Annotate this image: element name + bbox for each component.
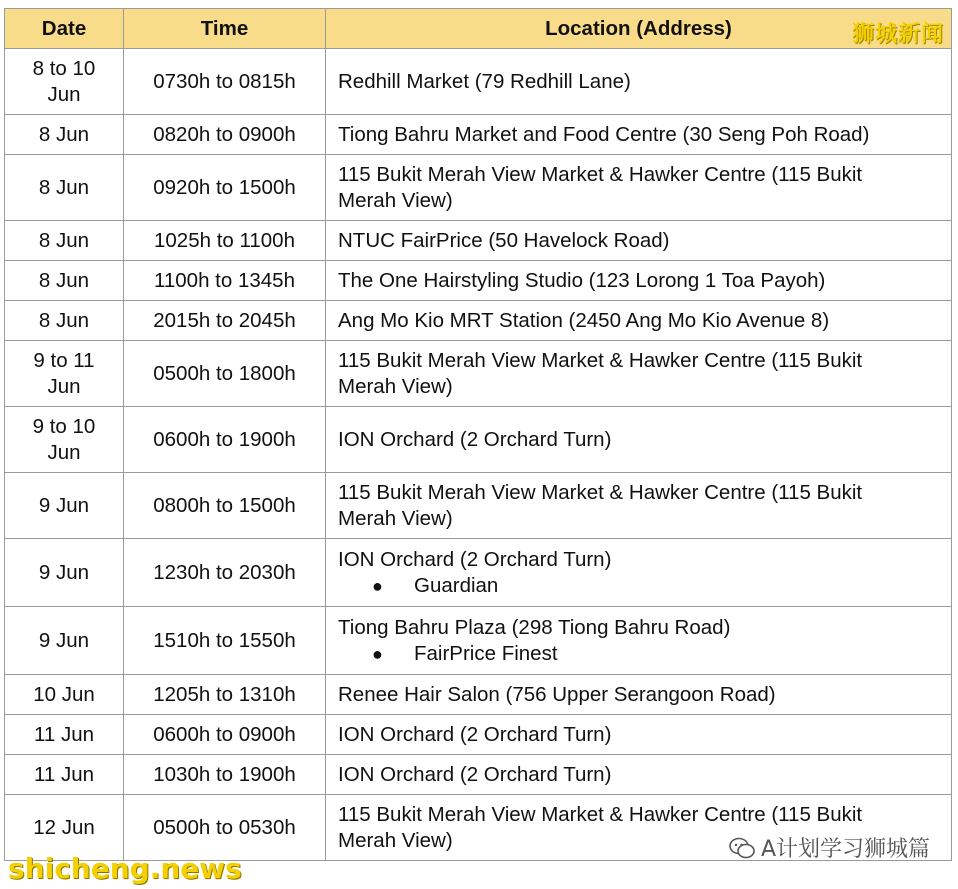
date-text: 9 to 10 <box>32 414 96 438</box>
table-row <box>5 715 952 755</box>
time-cell: 2015h to 2045h <box>124 301 326 341</box>
time-cell: 1025h to 1100h <box>124 221 326 261</box>
location-cell <box>326 221 952 261</box>
time-cell: 1030h to 1900h <box>124 755 326 795</box>
location-text: 115 Bukit Merah View Market & Hawker Centre (115 Bukit <box>338 348 863 372</box>
location-text: Merah View) <box>338 188 453 212</box>
time-cell: 0500h to 1800h <box>124 341 326 407</box>
location-text: ION Orchard (2 Orchard Turn) <box>338 547 612 571</box>
time-cell: 0600h to 1900h <box>124 407 326 473</box>
location-text: 115 Bukit Merah View Market & Hawker Centre (115 Bukit <box>338 802 863 826</box>
table-row <box>5 261 952 301</box>
sub-item-text: FairPrice Finest <box>414 641 558 665</box>
date-cell <box>5 795 124 861</box>
date-text: 11 Jun <box>33 722 95 746</box>
location-text: ION Orchard (2 Orchard Turn) <box>338 762 612 786</box>
location-text: Merah View) <box>338 506 453 530</box>
location-text: Renee Hair Salon (756 Upper Serangoon Road) <box>338 682 776 706</box>
date-text: 8 Jun <box>38 175 90 199</box>
date-text: Jun <box>47 440 81 464</box>
date-text: 8 Jun <box>38 308 90 332</box>
date-cell <box>5 301 124 341</box>
time-cell: 0500h to 0530h <box>124 795 326 861</box>
time-cell: 1100h to 1345h <box>124 261 326 301</box>
table-row <box>5 115 952 155</box>
location-text: Tiong Bahru Plaza (298 Tiong Bahru Road) <box>338 615 731 639</box>
date-text: 8 Jun <box>38 228 90 252</box>
location-cell <box>326 675 952 715</box>
time-cell: 0600h to 0900h <box>124 715 326 755</box>
table-row <box>5 155 952 221</box>
date-cell <box>5 539 124 607</box>
location-cell <box>326 341 952 407</box>
table-row <box>5 473 952 539</box>
date-text: 8 to 10 <box>32 56 96 80</box>
location-text: The One Hairstyling Studio (123 Lorong 1 Toa Payoh) <box>338 268 826 292</box>
date-text: 9 Jun <box>38 493 90 517</box>
location-cell <box>326 407 952 473</box>
date-text: 9 Jun <box>38 560 90 584</box>
date-cell <box>5 755 124 795</box>
wechat-icon <box>729 837 755 859</box>
location-text: NTUC FairPrice (50 Havelock Road) <box>338 228 670 252</box>
location-text: Ang Mo Kio MRT Station (2450 Ang Mo Kio Avenue 8) <box>338 308 830 332</box>
location-cell <box>326 607 952 675</box>
header-location: Location (Address) <box>326 9 952 49</box>
time-cell: 0920h to 1500h <box>124 155 326 221</box>
location-cell <box>326 473 952 539</box>
table-row <box>5 539 952 607</box>
date-cell <box>5 607 124 675</box>
table-header-row <box>5 9 952 49</box>
table-row <box>5 755 952 795</box>
time-cell: 1510h to 1550h <box>124 607 326 675</box>
location-sub-item <box>338 641 945 667</box>
date-cell <box>5 155 124 221</box>
watermark-bottom-left: shicheng.news <box>8 852 242 885</box>
date-text: 8 Jun <box>38 122 90 146</box>
date-text: Jun <box>47 82 81 106</box>
date-cell <box>5 341 124 407</box>
location-text: 115 Bukit Merah View Market & Hawker Centre (115 Bukit <box>338 480 863 504</box>
time-cell: 1205h to 1310h <box>124 675 326 715</box>
table-row <box>5 301 952 341</box>
table-row <box>5 607 952 675</box>
location-text: Merah View) <box>338 828 453 852</box>
date-cell <box>5 675 124 715</box>
table-row <box>5 675 952 715</box>
date-cell <box>5 221 124 261</box>
date-cell <box>5 115 124 155</box>
time-cell: 0730h to 0815h <box>124 49 326 115</box>
bullet-icon: ● <box>372 575 383 596</box>
bullet-icon: ● <box>372 643 383 664</box>
table-row <box>5 49 952 115</box>
location-cell <box>326 715 952 755</box>
date-text: 8 Jun <box>38 268 90 292</box>
location-cell <box>326 49 952 115</box>
date-text: 9 to 11 <box>33 348 95 372</box>
header-date: Date <box>5 9 124 49</box>
location-text: Tiong Bahru Market and Food Centre (30 Seng Poh Road) <box>338 122 870 146</box>
location-text: Merah View) <box>338 374 453 398</box>
location-cell <box>326 261 952 301</box>
location-cell <box>326 755 952 795</box>
date-cell <box>5 261 124 301</box>
date-cell <box>5 407 124 473</box>
location-cell <box>326 539 952 607</box>
location-text: ION Orchard (2 Orchard Turn) <box>338 722 612 746</box>
location-cell <box>326 155 952 221</box>
time-cell: 1230h to 2030h <box>124 539 326 607</box>
sub-item-text: Guardian <box>414 573 499 597</box>
date-cell <box>5 473 124 539</box>
location-sub-item <box>338 573 945 599</box>
location-text: Redhill Market (79 Redhill Lane) <box>338 69 631 93</box>
location-cell <box>326 301 952 341</box>
date-cell <box>5 49 124 115</box>
date-text: Jun <box>47 374 81 398</box>
date-text: 12 Jun <box>33 815 95 839</box>
header-time: Time <box>124 9 326 49</box>
table-row <box>5 221 952 261</box>
time-cell: 0820h to 0900h <box>124 115 326 155</box>
date-cell <box>5 715 124 755</box>
exposure-locations-table <box>4 8 952 861</box>
date-text: 10 Jun <box>33 682 95 706</box>
date-text: 11 Jun <box>33 762 95 786</box>
location-text: 115 Bukit Merah View Market & Hawker Centre (115 Bukit <box>338 162 863 186</box>
watermark-wechat-text: A计划学习狮城篇 <box>760 837 930 862</box>
table-row <box>5 341 952 407</box>
watermark-bottom-right <box>729 832 930 863</box>
table-row <box>5 407 952 473</box>
location-cell <box>326 115 952 155</box>
time-cell: 0800h to 1500h <box>124 473 326 539</box>
watermark-top-right: 狮城新闻 <box>851 22 944 47</box>
date-text: 9 Jun <box>38 628 90 652</box>
location-text: ION Orchard (2 Orchard Turn) <box>338 427 612 451</box>
